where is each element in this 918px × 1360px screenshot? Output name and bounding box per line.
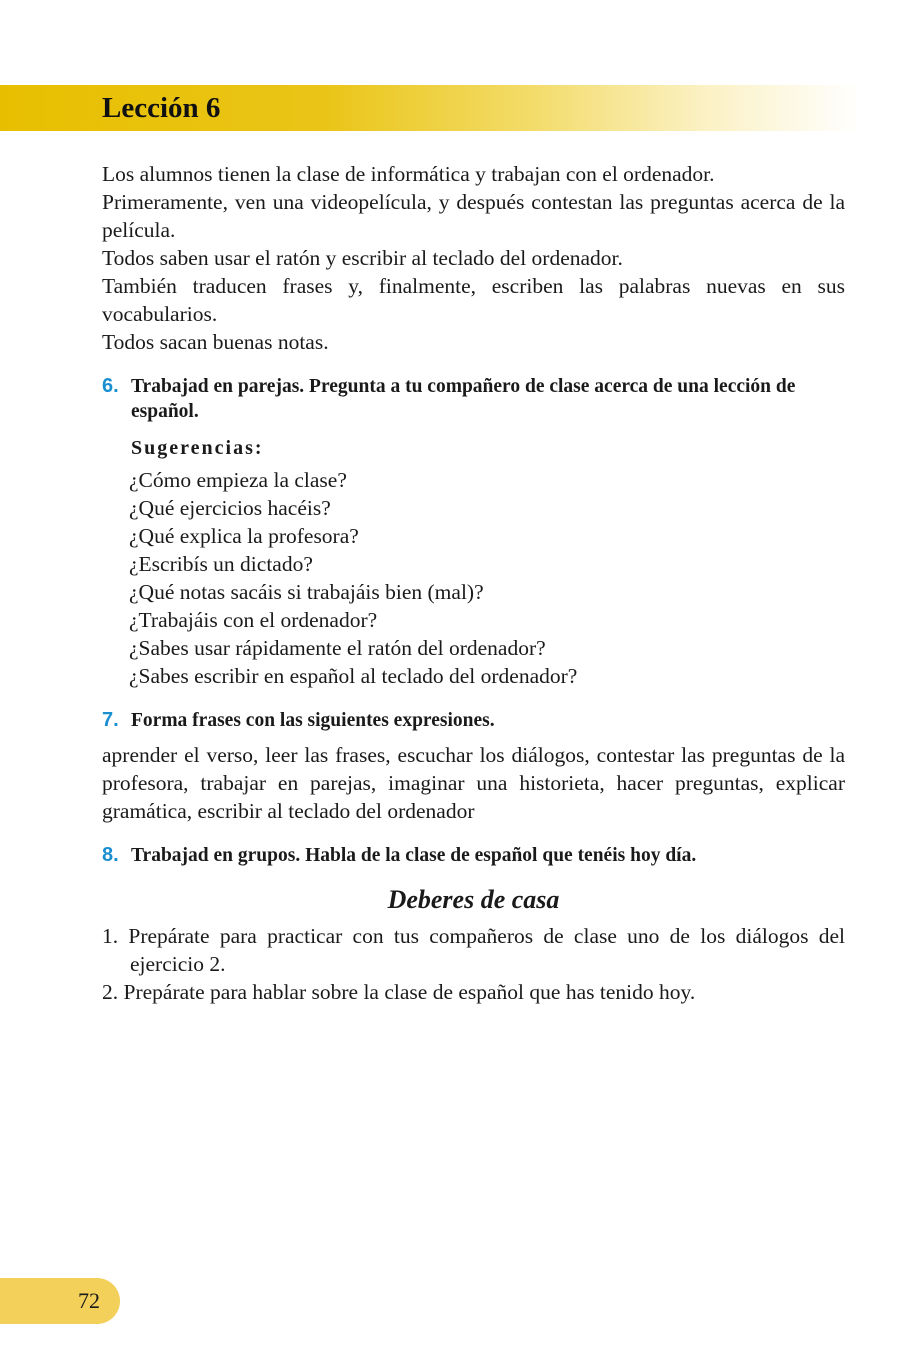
exercise-number: 6. — [102, 375, 119, 397]
expressions-text: aprender el verso, leer las frases, escuchar los diálogos, contestar las preguntas de la profesora, trabajar en parejas, imaginar una historieta, hacer preguntas, explicar gramática, escribir al teclado del ordenador — [102, 743, 845, 823]
suggestion-item: ¿Escribís un dictado? — [129, 552, 313, 576]
exercise-number: 7. — [102, 709, 119, 731]
homework-list — [102, 922, 845, 1006]
homework-item: 1. Prepárate para practicar con tus compañeros de clase uno de los diálogos del ejercicio 2. — [102, 924, 845, 976]
suggestion-item: ¿Cómo empieza la clase? — [129, 468, 347, 492]
suggestion-item: ¿Trabajáis con el ordenador? — [129, 608, 378, 632]
suggestion-item: ¿Qué ejercicios hacéis? — [129, 496, 331, 520]
intro-paragraph: También traducen frases y, finalmente, escriben las palabras nuevas en sus vocabularios. — [102, 274, 845, 326]
homework-title: Deberes de casa — [387, 885, 560, 914]
intro-paragraph: Los alumnos tienen la clase de informática y trabajan con el ordenador. — [102, 162, 715, 186]
page-content — [102, 160, 845, 1006]
suggestions-heading: Sugerencias: — [131, 437, 264, 459]
intro-text — [102, 160, 845, 356]
lesson-title: Lección 6 — [102, 92, 221, 124]
suggestion-item: ¿Qué explica la profesora? — [129, 524, 359, 548]
suggestions-list — [129, 466, 845, 690]
suggestion-item: ¿Sabes escribir en español al teclado del ordenador? — [129, 664, 578, 688]
exercise-number: 8. — [102, 844, 119, 866]
suggestion-item: ¿Qué notas sacáis si trabajáis bien (mal)? — [129, 580, 484, 604]
page-number: 72 — [78, 1288, 100, 1313]
homework-item: 2. Prepárate para hablar sobre la clase de español que has tenido hoy. — [102, 980, 696, 1004]
intro-paragraph: Todos saben usar el ratón y escribir al teclado del ordenador. — [102, 246, 623, 270]
suggestion-item: ¿Sabes usar rápidamente el ratón del ordenador? — [129, 636, 546, 660]
exercise-instruction: Trabajad en parejas. Pregunta a tu compañero de clase acerca de una lección de español. — [131, 376, 796, 422]
exercise-6 — [102, 374, 845, 424]
exercise-8 — [102, 843, 845, 868]
exercise-instruction: Trabajad en grupos. Habla de la clase de español que tenéis hoy día. — [131, 845, 697, 866]
intro-paragraph: Todos sacan buenas notas. — [102, 330, 329, 354]
intro-paragraph: Primeramente, ven una videopelícula, y después contestan las preguntas acerca de la película. — [102, 190, 845, 242]
exercise-instruction: Forma frases con las siguientes expresiones. — [131, 710, 495, 731]
exercise-7 — [102, 708, 845, 733]
page-number-badge — [0, 1278, 120, 1324]
